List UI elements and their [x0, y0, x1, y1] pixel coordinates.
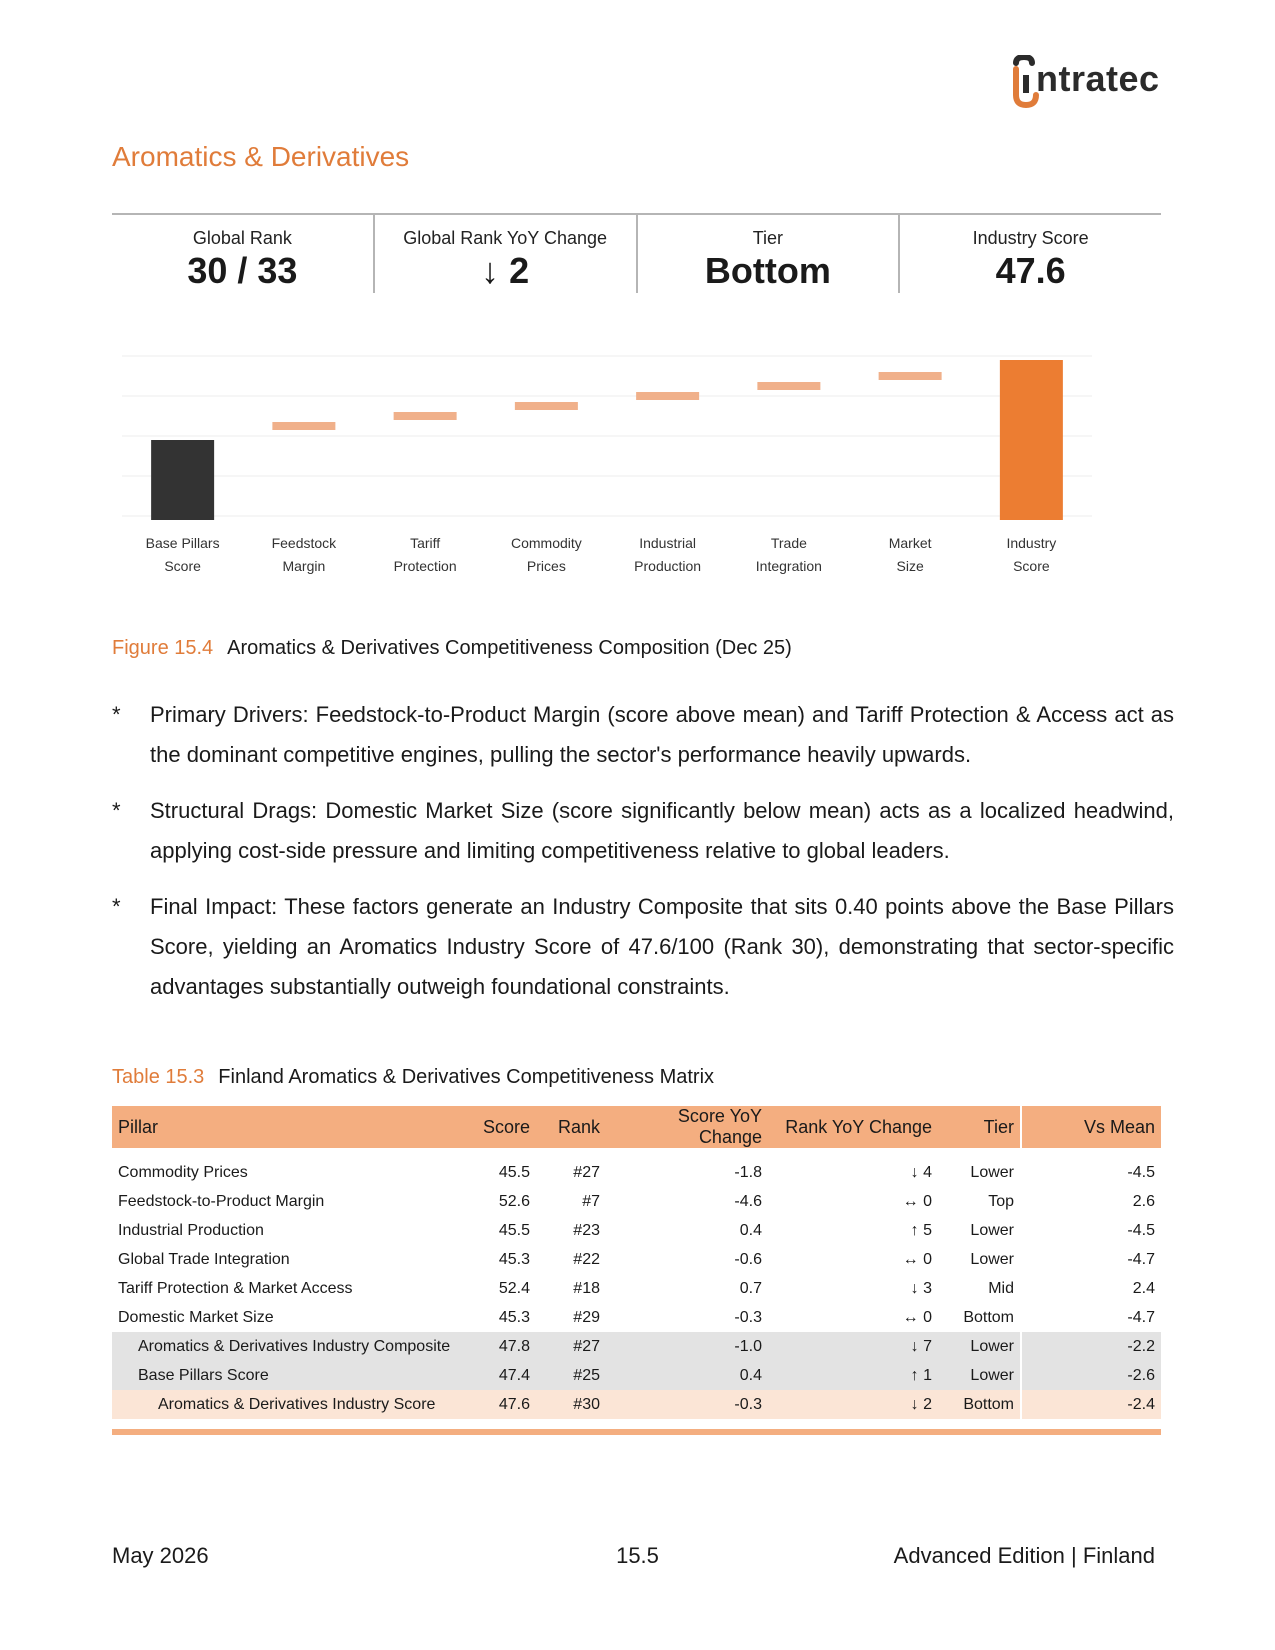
footer-date: May 2026 — [112, 1543, 209, 1568]
bullet-item — [112, 887, 1174, 1007]
table-caption — [112, 1064, 714, 1090]
waterfall-chart — [112, 320, 1172, 610]
table-cell: 0.4 — [606, 1361, 768, 1390]
kpi-value: 30 / 33 — [187, 250, 298, 291]
spacer-cell — [938, 1148, 1021, 1158]
table-cell: -2.4 — [1021, 1390, 1161, 1419]
kpi-value: Bottom — [704, 250, 831, 291]
category-label: Trade — [770, 535, 807, 551]
table-row — [112, 1187, 1161, 1216]
table-cell: Commodity Prices — [118, 1164, 248, 1181]
chart-svg — [112, 320, 1172, 610]
table-cell: 45.5 — [498, 1222, 530, 1239]
intratec-logo — [1010, 55, 1160, 115]
competitiveness-matrix — [112, 1106, 1161, 1429]
table-cell: -0.3 — [606, 1390, 768, 1419]
table-row — [112, 1245, 1161, 1274]
category-label: Protection — [393, 558, 457, 574]
table-cell: #25 — [536, 1361, 606, 1390]
table-cell: Tariff Protection & Market Access — [118, 1280, 353, 1297]
kpi-row — [112, 213, 1161, 293]
table-row — [112, 1303, 1161, 1332]
spacer-cell — [536, 1148, 606, 1158]
bullet-item — [112, 695, 1174, 775]
table-cell: ↑ 5 — [910, 1222, 932, 1239]
spacer-cell — [464, 1148, 536, 1158]
table-row — [112, 1274, 1161, 1303]
bullet-text: Structural Drags: Domestic Market Size (score significantly below mean) acts as a localized headwind, applying cost-side pressure and limiting competitiveness relative to global leaders. — [150, 798, 1174, 863]
figure-title: Aromatics & Derivatives Competitiveness Composition (Dec 25) — [227, 637, 792, 659]
table-cell: Lower — [970, 1222, 1014, 1239]
category-label: Score — [1013, 558, 1050, 574]
bullet-list — [112, 695, 1174, 1023]
bar-step — [757, 382, 820, 390]
table-cell: Feedstock-to-Product Margin — [118, 1193, 325, 1210]
footer-edition: Advanced Edition | Finland — [893, 1543, 1155, 1568]
spacer-cell — [768, 1148, 938, 1158]
category-label: Base Pillars — [145, 535, 220, 551]
table-row-final — [112, 1390, 1161, 1419]
table-cell: -4.5 — [1021, 1158, 1161, 1187]
table-cell: #23 — [573, 1222, 600, 1239]
bar-total — [1000, 360, 1063, 520]
table-cell: Base Pillars Score — [112, 1361, 464, 1390]
spacer-cell — [768, 1419, 938, 1429]
category-label: Tariff — [410, 535, 441, 551]
table-bottom-rule — [112, 1429, 1161, 1435]
kpi-label: Industry Score — [972, 228, 1089, 248]
table-cell: #27 — [573, 1164, 600, 1181]
table-cell: -1.8 — [734, 1164, 762, 1181]
spacer-cell — [606, 1419, 768, 1429]
table-cell: Lower — [970, 1164, 1014, 1181]
table-cell: ↔ 0 — [902, 1251, 932, 1268]
table-cell: ↓ 3 — [910, 1280, 932, 1297]
bullet-item — [112, 791, 1174, 871]
table-cell: 47.6 — [464, 1390, 536, 1419]
column-header: Tier — [938, 1106, 1021, 1148]
spacer-cell — [112, 1148, 464, 1158]
table-cell: #7 — [582, 1193, 600, 1210]
table-row — [112, 1158, 1161, 1187]
table-cell: -2.6 — [1021, 1361, 1161, 1390]
table-cell: 45.3 — [498, 1309, 530, 1326]
table-cell: ↑ 1 — [768, 1361, 938, 1390]
bullet-text: Primary Drivers: Feedstock-to-Product Margin (score above mean) and Tariff Protection & Access act as the dominant competitive engines, pulling the sector's performance heavily upwards. — [150, 702, 1174, 767]
table-cell: ↔ 0 — [902, 1309, 932, 1326]
table-cell: Bottom — [938, 1390, 1021, 1419]
bar-step — [394, 412, 457, 420]
table-row-summary — [112, 1361, 1161, 1390]
table-cell: Lower — [938, 1332, 1021, 1361]
table-cell: -0.6 — [734, 1251, 762, 1268]
table-cell: -2.2 — [1021, 1332, 1161, 1361]
table-cell: -0.3 — [734, 1309, 762, 1326]
table-cell: ↓ 2 — [768, 1390, 938, 1419]
table-cell: 0.4 — [739, 1222, 762, 1239]
bullet-marker: * — [112, 894, 121, 919]
bar-step — [272, 422, 335, 430]
table-cell: ↓ 7 — [768, 1332, 938, 1361]
table-title: Finland Aromatics & Derivatives Competitiveness Matrix — [218, 1066, 715, 1088]
table-number: Table 15.3 — [112, 1066, 205, 1088]
table-cell: 2.4 — [1021, 1274, 1161, 1303]
table-header-row — [112, 1106, 1161, 1148]
category-label: Industrial — [639, 535, 697, 551]
table-cell: -4.6 — [734, 1193, 762, 1210]
category-label: Prices — [526, 558, 566, 574]
kpi-industry-score — [898, 215, 1161, 293]
footer-page-number: 15.5 — [616, 1543, 659, 1568]
table-cell: -4.7 — [1021, 1303, 1161, 1332]
table-cell: Top — [988, 1193, 1014, 1210]
table-cell: #29 — [573, 1309, 600, 1326]
table-cell: 0.7 — [739, 1280, 762, 1297]
table-cell: 52.4 — [498, 1280, 530, 1297]
spacer-cell — [1021, 1148, 1161, 1158]
table-cell: 45.3 — [498, 1251, 530, 1268]
spacer-cell — [464, 1419, 536, 1429]
bar-step — [879, 372, 942, 380]
table-spacer — [112, 1148, 1161, 1158]
category-label: Integration — [755, 558, 822, 574]
kpi-label: Global Rank — [192, 228, 292, 248]
table-cell: #27 — [536, 1332, 606, 1361]
table-cell: Domestic Market Size — [118, 1309, 274, 1326]
bar-step — [515, 402, 578, 410]
table-cell: Lower — [970, 1251, 1014, 1268]
table-cell: ↔ 0 — [902, 1193, 932, 1210]
table-cell: #22 — [573, 1251, 600, 1268]
category-label: Industry — [1006, 535, 1057, 551]
column-header: Score YoY Change — [606, 1106, 768, 1148]
table-cell: #30 — [536, 1390, 606, 1419]
category-label: Production — [634, 558, 702, 574]
category-label: Commodity — [510, 535, 582, 551]
table-cell: -4.7 — [1021, 1245, 1161, 1274]
table-spacer — [112, 1419, 1161, 1429]
table-cell: Global Trade Integration — [118, 1251, 290, 1268]
column-header: Score — [464, 1106, 536, 1148]
figure-caption — [112, 635, 792, 661]
table-cell: Lower — [938, 1361, 1021, 1390]
category-label: Margin — [282, 558, 326, 574]
spacer-cell — [112, 1419, 464, 1429]
category-label: Feedstock — [271, 535, 337, 551]
table-cell: 52.6 — [498, 1193, 530, 1210]
table-cell: 47.8 — [464, 1332, 536, 1361]
table-cell: 2.6 — [1021, 1187, 1161, 1216]
table-cell: #18 — [573, 1280, 600, 1297]
table-cell: ↓ 4 — [910, 1164, 932, 1181]
table-cell: Aromatics & Derivatives Industry Composite — [112, 1332, 464, 1361]
table-cell: 47.4 — [464, 1361, 536, 1390]
column-header: Vs Mean — [1021, 1106, 1161, 1148]
table-cell: Mid — [988, 1280, 1014, 1297]
column-header: Rank YoY Change — [768, 1106, 938, 1148]
kpi-value: ↓ 2 — [481, 250, 530, 291]
logo-text: ntratec — [1036, 58, 1160, 99]
spacer-cell — [606, 1148, 768, 1158]
table-cell: -4.5 — [1021, 1216, 1161, 1245]
spacer-cell — [1021, 1419, 1161, 1429]
category-label: Market — [888, 535, 932, 551]
section-title: Aromatics & Derivatives — [112, 141, 410, 172]
category-label: Size — [896, 558, 924, 574]
kpi-label: Global Rank YoY Change — [403, 228, 608, 248]
figure-number: Figure 15.4 — [112, 637, 214, 659]
kpi-global-rank — [112, 215, 373, 293]
bullet-marker: * — [112, 702, 121, 727]
kpi-label: Tier — [752, 228, 784, 248]
table-cell: Industrial Production — [118, 1222, 264, 1239]
column-header: Pillar — [112, 1106, 464, 1148]
bar-step — [636, 392, 699, 400]
table-cell: -1.0 — [606, 1332, 768, 1361]
bullet-text: Final Impact: These factors generate an Industry Composite that sits 0.40 points above the Base Pillars Score, yielding an Aromatics Industry Score of 47.6/100 (Rank 30), demonstrating that sector-specific advantages substantially outweigh foundational constraints. — [150, 894, 1174, 999]
bar-base — [151, 440, 214, 520]
kpi-tier — [636, 215, 899, 293]
table-cell: Aromatics & Derivatives Industry Score — [112, 1390, 464, 1419]
table-cell: Bottom — [963, 1309, 1014, 1326]
kpi-rank-yoy-change — [373, 215, 636, 293]
spacer-cell — [536, 1419, 606, 1429]
kpi-value: 47.6 — [995, 250, 1066, 291]
table-row-summary — [112, 1332, 1161, 1361]
category-label: Score — [164, 558, 201, 574]
table-row — [112, 1216, 1161, 1245]
bullet-marker: * — [112, 798, 121, 823]
table-cell: 45.5 — [498, 1164, 530, 1181]
spacer-cell — [938, 1419, 1021, 1429]
column-header: Rank — [536, 1106, 606, 1148]
